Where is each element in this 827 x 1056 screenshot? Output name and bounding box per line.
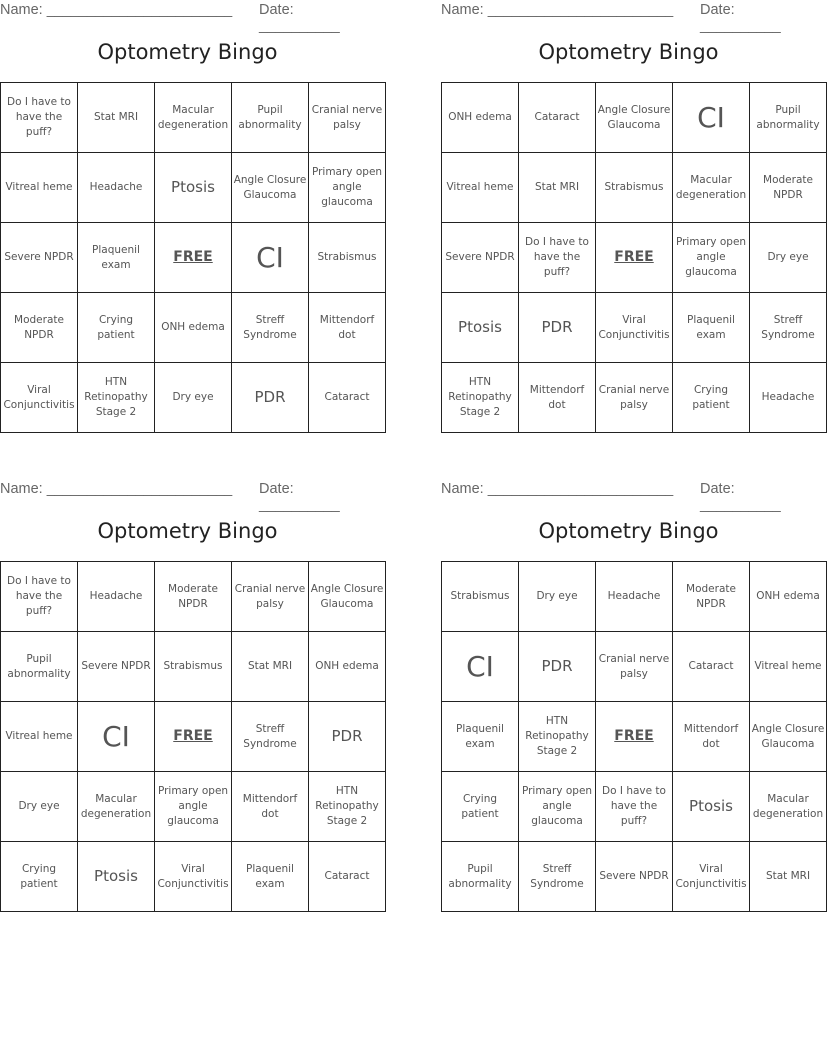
bingo-cell[interactable]: Headache: [750, 363, 827, 433]
bingo-cell[interactable]: Pupil abnormality: [232, 83, 309, 153]
bingo-cell[interactable]: Viral Conjunctivitis: [596, 293, 673, 363]
bingo-cell[interactable]: Stat MRI: [750, 842, 827, 912]
name-field[interactable]: Name: _______________________: [441, 481, 674, 497]
bingo-cell[interactable]: Dry eye: [1, 772, 78, 842]
card-title: Optometry Bingo: [97, 40, 278, 64]
bingo-cell[interactable]: ONH edema: [750, 562, 827, 632]
bingo-cell[interactable]: Mittendorf dot: [232, 772, 309, 842]
bingo-grid: [441, 82, 827, 433]
bingo-cell[interactable]: CI: [673, 83, 750, 153]
bingo-cell[interactable]: HTN Retinopathy Stage 2: [442, 363, 519, 433]
bingo-cell[interactable]: Cranial nerve palsy: [232, 562, 309, 632]
bingo-cell[interactable]: ONH edema: [442, 83, 519, 153]
bingo-cell[interactable]: Cataract: [519, 83, 596, 153]
bingo-cell[interactable]: Pupil abnormality: [750, 83, 827, 153]
bingo-cell[interactable]: Moderate NPDR: [1, 293, 78, 363]
bingo-cell[interactable]: Strabismus: [442, 562, 519, 632]
bingo-cell[interactable]: Angle Closure Glaucoma: [232, 153, 309, 223]
bingo-cell[interactable]: Strabismus: [596, 153, 673, 223]
date-field[interactable]: Date: __________: [259, 2, 340, 34]
bingo-cell[interactable]: CI: [442, 632, 519, 702]
free-space-cell[interactable]: FREE: [596, 223, 673, 293]
bingo-cell[interactable]: Primary open angle glaucoma: [155, 772, 232, 842]
bingo-cell[interactable]: Headache: [596, 562, 673, 632]
name-field[interactable]: Name: _______________________: [0, 481, 233, 497]
bingo-cell[interactable]: Dry eye: [750, 223, 827, 293]
bingo-cell[interactable]: Plaquenil exam: [78, 223, 155, 293]
bingo-cell[interactable]: Streff Syndrome: [232, 293, 309, 363]
bingo-cell[interactable]: Do I have to have the puff?: [519, 223, 596, 293]
bingo-cell[interactable]: Cataract: [673, 632, 750, 702]
bingo-cell[interactable]: Plaquenil exam: [673, 293, 750, 363]
bingo-cell[interactable]: Macular degeneration: [750, 772, 827, 842]
bingo-cell[interactable]: Vitreal heme: [442, 153, 519, 223]
bingo-cell[interactable]: Dry eye: [155, 363, 232, 433]
bingo-cell[interactable]: Severe NPDR: [442, 223, 519, 293]
bingo-cell[interactable]: Cataract: [309, 363, 386, 433]
bingo-cell[interactable]: Crying patient: [673, 363, 750, 433]
name-date-line: [0, 481, 375, 513]
bingo-cell[interactable]: Strabismus: [155, 632, 232, 702]
bingo-cell[interactable]: Streff Syndrome: [519, 842, 596, 912]
bingo-cell[interactable]: Stat MRI: [78, 83, 155, 153]
bingo-cell[interactable]: Macular degeneration: [155, 83, 232, 153]
bingo-cell[interactable]: Ptosis: [442, 293, 519, 363]
bingo-card-4: [441, 479, 825, 909]
bingo-cell[interactable]: Vitreal heme: [1, 153, 78, 223]
date-field[interactable]: Date: __________: [700, 481, 781, 513]
card-title: Optometry Bingo: [538, 40, 719, 64]
bingo-cell[interactable]: Streff Syndrome: [232, 702, 309, 772]
bingo-cell[interactable]: Severe NPDR: [596, 842, 673, 912]
bingo-cell[interactable]: ONH edema: [155, 293, 232, 363]
bingo-cell[interactable]: Vitreal heme: [1, 702, 78, 772]
bingo-cell[interactable]: Pupil abnormality: [442, 842, 519, 912]
bingo-cell[interactable]: Stat MRI: [519, 153, 596, 223]
bingo-cell[interactable]: CI: [232, 223, 309, 293]
bingo-cell[interactable]: Crying patient: [442, 772, 519, 842]
bingo-cell[interactable]: Cranial nerve palsy: [596, 632, 673, 702]
bingo-cell[interactable]: Stat MRI: [232, 632, 309, 702]
bingo-cell[interactable]: Strabismus: [309, 223, 386, 293]
bingo-grid: [441, 561, 827, 912]
free-space-cell[interactable]: FREE: [155, 223, 232, 293]
bingo-cell[interactable]: Severe NPDR: [78, 632, 155, 702]
bingo-cell[interactable]: Moderate NPDR: [750, 153, 827, 223]
bingo-cell[interactable]: Primary open angle glaucoma: [519, 772, 596, 842]
bingo-cell[interactable]: Moderate NPDR: [673, 562, 750, 632]
bingo-cell[interactable]: Primary open angle glaucoma: [673, 223, 750, 293]
bingo-cell[interactable]: Headache: [78, 562, 155, 632]
bingo-cell[interactable]: Ptosis: [673, 772, 750, 842]
name-date-line: [441, 481, 816, 513]
bingo-cell[interactable]: Viral Conjunctivitis: [1, 363, 78, 433]
bingo-card-1: [0, 0, 383, 430]
bingo-cell[interactable]: PDR: [232, 363, 309, 433]
bingo-cell[interactable]: PDR: [519, 293, 596, 363]
bingo-cell[interactable]: Viral Conjunctivitis: [155, 842, 232, 912]
name-field[interactable]: Name: _______________________: [441, 2, 674, 18]
bingo-cell[interactable]: Mittendorf dot: [519, 363, 596, 433]
bingo-cell[interactable]: Do I have to have the puff?: [1, 562, 78, 632]
bingo-cell[interactable]: Ptosis: [78, 842, 155, 912]
bingo-cell[interactable]: HTN Retinopathy Stage 2: [519, 702, 596, 772]
bingo-cell[interactable]: Pupil abnormality: [1, 632, 78, 702]
bingo-cell[interactable]: Moderate NPDR: [155, 562, 232, 632]
bingo-cell[interactable]: Do I have to have the puff?: [596, 772, 673, 842]
bingo-cell[interactable]: Do I have to have the puff?: [1, 83, 78, 153]
free-space-cell[interactable]: FREE: [155, 702, 232, 772]
bingo-grid: [0, 82, 386, 433]
card-title: Optometry Bingo: [538, 519, 719, 543]
bingo-cell[interactable]: Ptosis: [155, 153, 232, 223]
bingo-cell[interactable]: CI: [78, 702, 155, 772]
bingo-cell[interactable]: PDR: [309, 702, 386, 772]
bingo-cell[interactable]: Mittendorf dot: [673, 702, 750, 772]
bingo-cell[interactable]: Plaquenil exam: [232, 842, 309, 912]
name-date-line: [0, 2, 375, 34]
bingo-cell[interactable]: Cataract: [309, 842, 386, 912]
bingo-cell[interactable]: PDR: [519, 632, 596, 702]
bingo-card-3: [0, 479, 384, 909]
name-field[interactable]: Name: _______________________: [0, 2, 233, 18]
bingo-cell[interactable]: Primary open angle glaucoma: [309, 153, 386, 223]
bingo-cell[interactable]: Cranial nerve palsy: [309, 83, 386, 153]
free-space-cell[interactable]: FREE: [596, 702, 673, 772]
bingo-cell[interactable]: Crying patient: [1, 842, 78, 912]
bingo-grid: [0, 561, 386, 912]
date-field[interactable]: Date: __________: [259, 481, 340, 513]
bingo-cell[interactable]: Mittendorf dot: [309, 293, 386, 363]
date-field[interactable]: Date: __________: [700, 2, 781, 34]
bingo-cell[interactable]: Severe NPDR: [1, 223, 78, 293]
bingo-cell[interactable]: Angle Closure Glaucoma: [309, 562, 386, 632]
bingo-cell[interactable]: Headache: [78, 153, 155, 223]
bingo-cell[interactable]: Macular degeneration: [78, 772, 155, 842]
bingo-cell[interactable]: Vitreal heme: [750, 632, 827, 702]
bingo-cell[interactable]: Streff Syndrome: [750, 293, 827, 363]
bingo-cell[interactable]: Macular degeneration: [673, 153, 750, 223]
bingo-cell[interactable]: Plaquenil exam: [442, 702, 519, 772]
bingo-cell[interactable]: Dry eye: [519, 562, 596, 632]
bingo-cell[interactable]: ONH edema: [309, 632, 386, 702]
bingo-cell[interactable]: Angle Closure Glaucoma: [750, 702, 827, 772]
bingo-cell[interactable]: HTN Retinopathy Stage 2: [78, 363, 155, 433]
bingo-cell[interactable]: Crying patient: [78, 293, 155, 363]
card-title: Optometry Bingo: [97, 519, 278, 543]
bingo-card-2: [441, 0, 820, 430]
bingo-cell[interactable]: HTN Retinopathy Stage 2: [309, 772, 386, 842]
bingo-cell[interactable]: Angle Closure Glaucoma: [596, 83, 673, 153]
name-date-line: [441, 2, 816, 34]
bingo-cell[interactable]: Cranial nerve palsy: [596, 363, 673, 433]
bingo-cell[interactable]: Viral Conjunctivitis: [673, 842, 750, 912]
